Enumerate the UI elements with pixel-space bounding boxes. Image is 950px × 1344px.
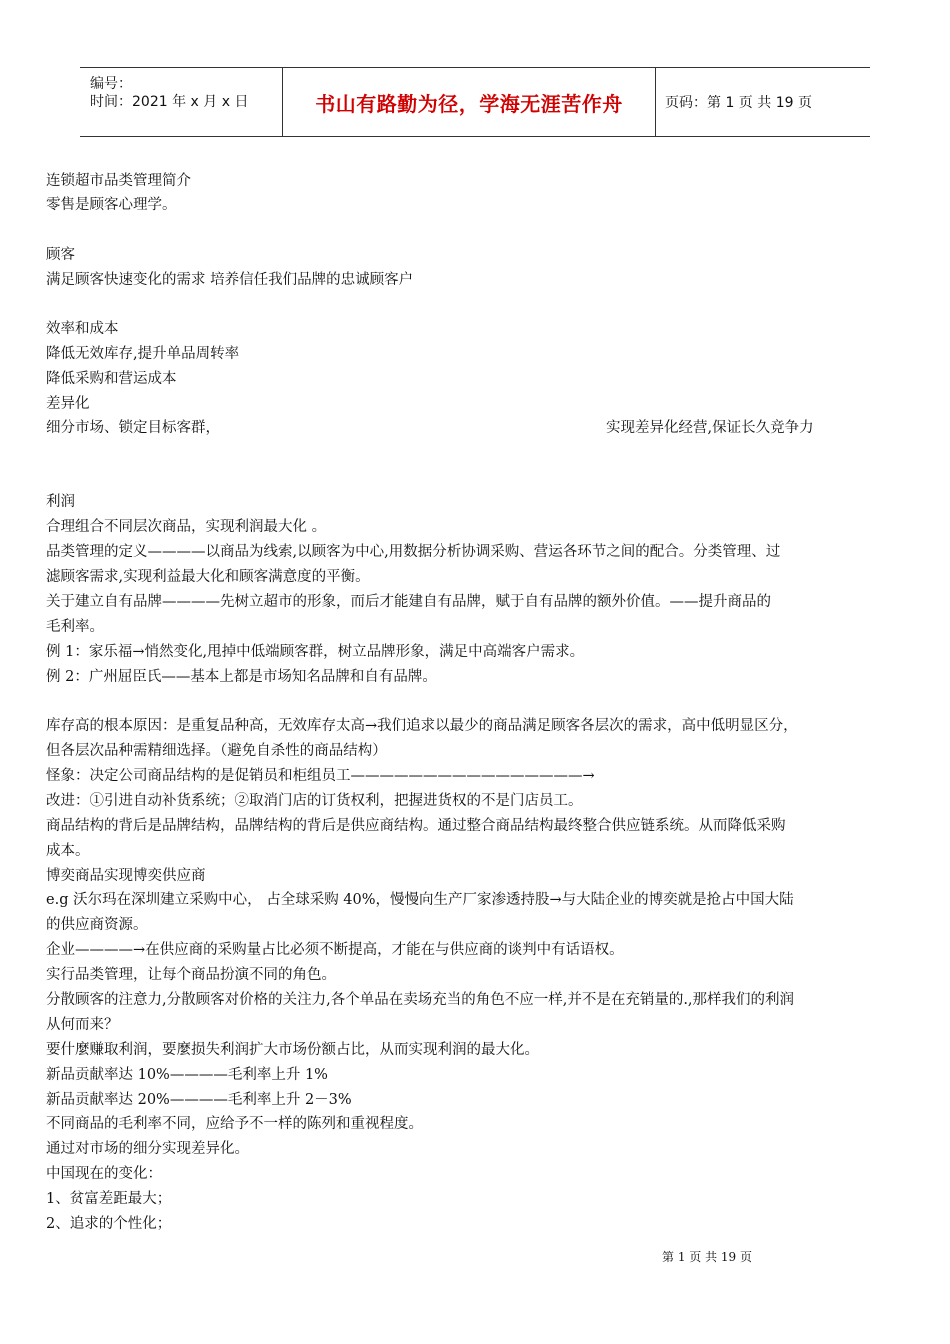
text-line: 降低采购和营运成本 [46, 371, 177, 387]
text-line: 零售是顾客心理学。 [46, 197, 177, 213]
page-footer: 第 1 页 共 19 页 [662, 1250, 752, 1264]
text-line: 品类管理的定义————以商品为线索,以顾客为中心,用数据分析协调采购、营运各环节之间的配合。分类管理、过 [46, 544, 781, 560]
text-line: 实现差异化经营,保证长久竞争力 [606, 420, 814, 436]
section-heading: 顾客 [46, 247, 75, 263]
page-header [80, 67, 870, 137]
list-item: 2、追求的个性化； [46, 1216, 172, 1232]
section-heading: 效率和成本 [46, 321, 119, 337]
text-line: 商品结构的背后是品牌结构，品牌结构的背后是供应商结构。通过整合商品结构最终整合供应链系统。从而降低采购 [46, 818, 786, 834]
text-line: 降低无效库存,提升单品周转率 [46, 346, 240, 362]
text-line: 毛利率。 [46, 619, 104, 635]
list-item: 1、贫富差距最大； [46, 1191, 172, 1207]
section-heading: 差异化 [46, 396, 90, 412]
date-line: 时间：2021 年 x 月 x 日 [90, 94, 249, 110]
text-line: e.g 沃尔玛在深圳建立采购中心， 占全球采购 40%，慢慢向生产厂家渗透持股→与大陆企业的博奕就是抢占中国大陆 [46, 892, 794, 908]
text-line: 中国现在的变化： [46, 1166, 162, 1182]
header-page-info-cell [655, 68, 870, 136]
text-line: 从何而来？ [46, 1017, 119, 1033]
text-line: 滤顾客需求,实现利益最大化和顾客满意度的平衡。 [46, 569, 370, 585]
text-line: 例 1：家乐福→悄然变化,甩掉中低端顾客群，树立品牌形象，满足中高端客户需求。 [46, 644, 585, 660]
text-line: 分散顾客的注意力,分散顾客对价格的关注力,各个单品在卖场充当的角色不应一样,并不是在充销量的.,那样我们的利润 [46, 992, 795, 1008]
text-line: 关于建立自有品牌————先树立超市的形象，而后才能建自有品牌，赋于自有品牌的额外价值。——提升商品的 [46, 594, 771, 610]
text-line: 合理组合不同层次商品，实现利润最大化 。 [46, 519, 327, 535]
number-label: 编号： [90, 76, 132, 92]
text-line: 但各层次品种需精细选择。（避免自杀性的商品结构） [46, 743, 387, 759]
text-line: 通过对市场的细分实现差异化。 [46, 1141, 249, 1157]
text-line: 成本。 [46, 843, 90, 859]
text-line: 的供应商资源。 [46, 917, 148, 933]
doc-title: 连锁超市品类管理简介 [46, 173, 191, 189]
text-line: 企业————→在供应商的采购量占比必须不断提高，才能在与供应商的谈判中有话语权。 [46, 942, 624, 958]
text-line: 怪象：决定公司商品结构的是促销员和柜组员工————————————————→ [46, 768, 595, 784]
header-motto-cell [282, 68, 656, 136]
section-heading: 博奕商品实现博奕供应商 [46, 868, 206, 884]
text-line: 改进：①引进自动补货系统；②取消门店的订货权利，把握进货权的不是门店员工。 [46, 793, 583, 809]
header-meta [80, 68, 282, 136]
section-heading: 利润 [46, 494, 75, 510]
text-line: 新品贡献率达 20%————毛利率上升 2－3% [46, 1092, 352, 1108]
text-line: 细分市场、锁定目标客群， [46, 420, 220, 436]
text-line: 例 2：广州屈臣氏——基本上都是市场知名品牌和自有品牌。 [46, 669, 437, 685]
text-line: 满足顾客快速变化的需求 培养信任我们品牌的忠诚顾客户 [46, 272, 414, 288]
text-line: 要什麼赚取利润，要麼损失利润扩大市场份额占比，从而实现利润的最大化。 [46, 1042, 539, 1058]
page-info: 页码：第 1 页 共 19 页 [665, 95, 812, 111]
text-line: 库存高的根本原因：是重复品种高，无效库存太高→我们追求以最少的商品满足顾客各层次的需求，高中低明显区分， [46, 718, 798, 734]
text-line: 实行品类管理，让每个商品扮演不同的角色。 [46, 967, 336, 983]
text-line: 不同商品的毛利率不同，应给予不一样的陈列和重视程度。 [46, 1116, 423, 1132]
text-line: 新品贡献率达 10%————毛利率上升 1% [46, 1067, 328, 1083]
motto: 书山有路勤为径，学海无涯苦作舟 [315, 91, 623, 116]
